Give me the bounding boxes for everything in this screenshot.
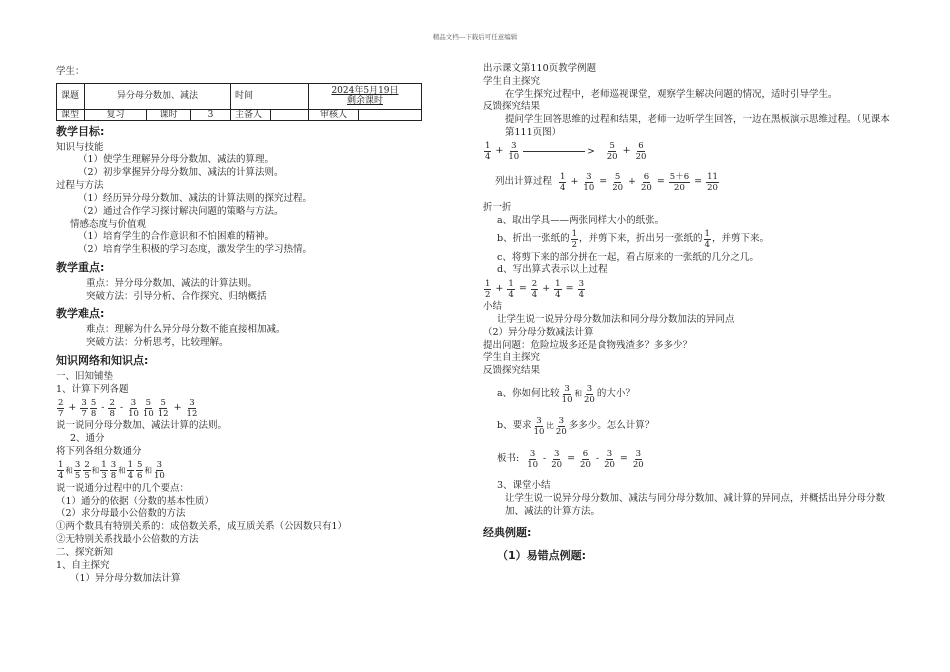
denominator: 10 — [508, 152, 520, 163]
denominator: 10 — [128, 408, 139, 419]
goal-line: （1）经历异分母分数加、减法的计算法则的探究过程。 — [78, 192, 313, 204]
inline-text: 和 — [91, 465, 100, 475]
cell-time-label: 时间 — [231, 83, 309, 109]
fraction — [531, 279, 538, 300]
fraction — [578, 279, 585, 300]
operator: = — [694, 176, 703, 188]
fraction — [606, 141, 619, 162]
cell-reviewer-label: 审核人 — [309, 109, 359, 120]
operator: = — [565, 282, 574, 294]
numerator: 3 — [553, 448, 560, 459]
fraction — [136, 460, 143, 481]
arrow-right-icon: > — [587, 146, 595, 157]
numerator: 3 — [564, 383, 570, 394]
denominator: 8 — [90, 408, 97, 419]
denominator: 20 — [555, 426, 567, 437]
feedback-label: 反馈探究结果 — [483, 101, 541, 113]
denominator: 2 — [571, 240, 578, 250]
inline-text: 和 — [118, 465, 126, 475]
operator: + — [495, 145, 504, 157]
goals-heading: 教学目标: — [56, 124, 105, 138]
header-note: 精品文档---下载后可任意编辑 — [432, 33, 518, 41]
fraction-pairs — [56, 459, 428, 483]
numerator: 3 — [511, 141, 517, 152]
class-summary-text: 让学生说一说异分母分数加、减法与同分母分数加、减计算的异同点，并概括出异分母分数加、减法的计算方法。 — [505, 492, 886, 517]
fraction — [57, 460, 64, 481]
numerator: 5 — [614, 172, 621, 183]
cell-preparer-value — [271, 109, 309, 120]
subsection-addition: （1）异分母分数加法计算 — [70, 572, 181, 584]
section-old-knowledge: 一、旧知铺垫 — [56, 370, 114, 382]
denominator: 2 — [485, 289, 491, 300]
conversion-diagram — [483, 140, 893, 164]
operator: + — [68, 401, 77, 413]
denominator: 10 — [153, 471, 165, 482]
operator: = — [619, 452, 628, 464]
fraction — [583, 384, 596, 405]
denominator: 3 — [101, 471, 107, 482]
goal-line: 过程与方法 — [56, 180, 104, 192]
inline-text: ，并剪下来，折出另一张纸的 — [579, 233, 703, 245]
inline-text: 和 — [65, 465, 73, 475]
fraction — [142, 398, 155, 419]
inline-text: a、你如何比较 — [497, 387, 560, 399]
subsection-self-explore: 1、自主探究 — [56, 559, 110, 571]
cell-preparer-label: 主备人 — [231, 109, 271, 120]
denominator: 20 — [606, 152, 618, 163]
fraction — [555, 416, 568, 437]
inline-text: 的大小？ — [596, 387, 635, 399]
calc-rule-prompt: 说一说同分母分数加、减法计算的法则。 — [56, 420, 228, 432]
fold-step-a: a、取出学具——两张同样大小的纸张。 — [497, 214, 665, 226]
key-points-heading: 教学重点: — [56, 260, 105, 274]
denominator: 4 — [578, 289, 584, 300]
fraction — [83, 460, 90, 481]
fraction — [484, 279, 491, 300]
numerator: 3 — [130, 397, 137, 408]
self-explore-label: 学生自主探究 — [483, 75, 541, 87]
denominator: 20 — [584, 394, 595, 405]
numerator: 6 — [582, 448, 589, 459]
fraction — [100, 460, 107, 481]
fraction — [157, 398, 170, 419]
denominator: 7 — [58, 408, 64, 419]
fraction — [186, 398, 199, 419]
denominator: 8 — [110, 471, 117, 482]
denominator: 5 — [84, 471, 90, 482]
numerator: 1 — [101, 460, 107, 471]
class-summary-title: 3、课堂小结 — [497, 480, 551, 491]
cell-time-value — [309, 83, 422, 109]
operator: - — [543, 452, 547, 464]
numerator: 3 — [558, 415, 565, 426]
numerator: 2 — [531, 278, 538, 289]
fraction — [110, 460, 117, 481]
fold-step-c: c、将剪下来的部分拼在一起，看占原来的一张纸的几分之几。 — [497, 251, 759, 263]
denominator: 20 — [604, 459, 615, 470]
fraction — [80, 398, 87, 419]
cell-hours-value: 3 — [191, 109, 231, 120]
fraction — [108, 398, 115, 419]
denominator: 4 — [531, 289, 538, 300]
fraction — [550, 449, 563, 470]
remaining-hours: 剩余课时 — [346, 96, 383, 107]
fraction — [526, 449, 539, 470]
numerator: 11 — [707, 172, 718, 183]
calc-process-label: 列出计算过程 — [495, 176, 553, 188]
fraction — [484, 141, 491, 162]
fraction — [57, 398, 64, 419]
denominator: 7 — [81, 408, 87, 419]
denominator: 10 — [142, 408, 154, 419]
numerator: 3 — [536, 415, 542, 426]
inline-text: 和 — [574, 388, 582, 398]
operator: = — [656, 176, 665, 188]
fraction — [507, 279, 514, 300]
numerator: 5 — [609, 141, 615, 152]
denominator: 4 — [485, 152, 491, 163]
operator: - — [595, 452, 600, 464]
numerator: 2 — [109, 397, 115, 408]
fraction — [706, 172, 719, 193]
teacher-observe: 在学生探究过程中，老师巡视课堂，观察学生解决问题的情况，适时引导学生。 — [505, 88, 838, 100]
numerator: 3 — [110, 460, 117, 471]
numerator: 3 — [578, 278, 584, 289]
operator: - — [119, 401, 124, 413]
knowledge-network-heading: 知识网络和知识点: — [56, 353, 149, 367]
numerator: 3 — [529, 448, 536, 459]
key-point-item: （1）通分的依据（分数的基本性质） — [56, 495, 215, 507]
denominator: 20 — [632, 459, 644, 470]
inline-text: ，并剪下来。 — [711, 233, 769, 245]
fraction — [90, 398, 97, 419]
denominator: 20 — [580, 459, 591, 470]
denominator: 4 — [704, 240, 710, 250]
numerator: 1 — [560, 172, 566, 183]
cell-type-value: 复习 — [85, 109, 147, 120]
common-denominator-instruction: 将下列各组分数通分 — [56, 446, 142, 457]
inline-text: 多多少。怎么计算？ — [568, 419, 655, 431]
fraction — [74, 460, 81, 481]
question-text: 提出问题：危险垃圾多还是食物残渣多？多多少？ — [483, 339, 693, 351]
denominator: 6 — [137, 471, 143, 482]
difficulty-line: 难点：理解为什么异分母分数不能直接相加减。 — [86, 324, 286, 336]
arrow-line — [523, 151, 585, 152]
denominator: 5 — [74, 471, 81, 482]
cell-topic-label: 课题 — [57, 83, 85, 109]
denominator: 4 — [127, 471, 134, 482]
numerator: 3 — [189, 397, 195, 408]
numerator: 1 — [508, 278, 514, 289]
numerator: 1 — [58, 460, 64, 471]
subsection-calc: 1、计算下列各题 — [56, 383, 129, 395]
denominator: 10 — [561, 394, 573, 405]
numerator: 1 — [127, 460, 134, 471]
numerator: 3 — [156, 460, 163, 471]
question-a — [483, 378, 893, 410]
denominator: 4 — [560, 183, 566, 194]
denominator: 10 — [527, 459, 539, 470]
denominator: 4 — [58, 471, 64, 482]
denominator: 4 — [508, 289, 514, 300]
self-explore-label-2: 学生自主探究 — [483, 352, 541, 364]
goal-line: （2）培育学生积极的学习态度，激发学生的学习热情。 — [78, 244, 313, 256]
denominator: 4 — [555, 289, 561, 300]
operator: + — [495, 282, 504, 294]
numerator: 6 — [643, 172, 650, 183]
fraction — [127, 398, 140, 419]
cell-hours-label: 课时 — [147, 109, 191, 120]
inline-text: 和 — [144, 465, 152, 475]
board-label: 板书: — [497, 452, 520, 464]
denominator: 12 — [186, 408, 198, 419]
fraction — [127, 460, 134, 481]
fraction — [561, 384, 574, 405]
numerator: 1 — [571, 229, 578, 239]
numerator: 5 — [90, 397, 97, 408]
denominator: 10 — [533, 426, 545, 437]
numerator: 5 — [137, 460, 143, 471]
fold-title: 折一折 — [483, 201, 512, 213]
fraction — [635, 141, 648, 162]
operator: + — [570, 176, 579, 188]
operator: = — [599, 176, 608, 188]
difficulty-heading: 教学难点: — [56, 307, 105, 321]
denominator: 20 — [612, 183, 624, 194]
goal-line: （1）使学生理解异分母分数加、减法的算理。 — [78, 154, 275, 166]
numerator: 5 — [145, 397, 152, 408]
right-column — [483, 63, 893, 566]
denominator: 20 — [707, 183, 718, 194]
numerator: 1 — [485, 141, 491, 152]
error-prone-examples-heading: （1）易错点例题: — [497, 549, 587, 563]
denominator: 20 — [641, 183, 652, 194]
goal-line: 知识与技能 — [56, 141, 104, 153]
numerator: 2 — [84, 460, 90, 471]
student-label: 学生： — [56, 66, 85, 77]
summary-label: 小结 — [483, 301, 503, 313]
numerator: 1 — [555, 278, 561, 289]
key-point-item: ②无特别关系找最小公倍数的方法 — [56, 534, 199, 546]
fold-step-b — [483, 228, 893, 252]
summary-text: 让学生说一说异分母分数加法和同分母分数加法的异同点 — [497, 313, 735, 325]
inline-text: 比 — [546, 420, 554, 430]
operator: = — [567, 452, 576, 464]
goal-line: （2）通过合作学习探讨解决问题的策略与方法。 — [78, 205, 284, 217]
fraction — [533, 416, 546, 437]
key-point-item: （2）求分母最小公倍数的方法 — [56, 508, 186, 520]
fraction — [507, 141, 520, 162]
fraction — [582, 172, 595, 193]
key-points-prompt: 说一说通分过程中的几个要点： — [56, 482, 190, 494]
cell-reviewer-value — [359, 109, 422, 120]
operator: = — [518, 282, 527, 294]
fold-equation — [483, 277, 893, 301]
numerator: 6 — [638, 141, 644, 152]
operator: + — [542, 282, 551, 294]
fraction — [571, 229, 578, 250]
numerator: 1 — [704, 229, 710, 239]
numerator: 5＋6 — [669, 172, 690, 183]
fraction — [640, 172, 653, 193]
denominator: 20 — [551, 459, 563, 470]
classic-examples-heading: 经典例题: — [483, 526, 532, 540]
fraction — [153, 460, 166, 481]
operator: + — [622, 145, 631, 157]
goal-line: （2）初步掌握异分母分数加、减法的计算法则。 — [78, 167, 284, 179]
feedback-description: 提问学生回答思维的过程和结果，老师一边听学生回答，一边在黑板演示思维过程。（见课本第111页图） — [505, 114, 890, 139]
denominator: 10 — [583, 183, 595, 194]
subsection-subtraction: （2）异分母分数减法计算 — [483, 326, 594, 338]
feedback-label-2: 反馈探究结果 — [483, 365, 541, 377]
fraction — [559, 172, 566, 193]
left-column — [56, 66, 428, 585]
denominator: 8 — [109, 408, 115, 419]
key-point-item: ①两个数具有特别关系的：成倍数关系，成互质关系（公因数只有1） — [56, 521, 348, 533]
key-point-line: 重点：异分母分数加、减法的计算法则。 — [86, 277, 258, 289]
numerator: 3 — [74, 460, 81, 471]
calc-process — [483, 164, 893, 202]
fold-step-d: d、写出算式表示以上过程 — [497, 264, 608, 276]
numerator: 3 — [635, 448, 642, 459]
operator: + — [628, 176, 636, 188]
numerator: 3 — [606, 448, 613, 459]
numerator: 5 — [160, 397, 166, 408]
fraction — [632, 449, 645, 470]
goal-line: （1）培育学生的合作意识和不怕困难的精神。 — [78, 231, 275, 243]
board-writing — [483, 442, 893, 476]
denominator: 20 — [635, 152, 647, 163]
fraction — [579, 449, 592, 470]
goal-line: 情感态度与价值观 — [70, 218, 147, 230]
denominator: 12 — [157, 408, 169, 419]
operator: + — [173, 401, 182, 413]
denominator: 20 — [674, 183, 685, 194]
fraction — [554, 279, 561, 300]
inline-text: b、折出一张纸的 — [497, 233, 570, 245]
numerator: 3 — [81, 397, 87, 408]
key-point-line: 突破方法：引导分析、合作探究、归纳概括 — [86, 290, 267, 302]
lesson-date: 2024年5月19日 — [331, 86, 399, 97]
cell-type-label: 课型 — [57, 109, 85, 120]
fraction — [603, 449, 616, 470]
cell-topic-value: 异分母分数加、减法 — [85, 83, 231, 109]
lesson-info-table — [56, 83, 422, 121]
section-new-knowledge: 二、探究新知 — [56, 546, 114, 558]
numerator: 3 — [586, 383, 593, 394]
fraction — [611, 172, 624, 193]
fraction — [704, 229, 711, 250]
numerator: 1 — [485, 278, 491, 289]
difficulty-line: 突破方法：分析思考，比较理解。 — [86, 337, 229, 349]
fraction — [669, 172, 690, 193]
question-b — [483, 410, 893, 442]
calc-exercises — [56, 396, 428, 420]
example-intro: 出示课文第110页教学例题 — [483, 63, 597, 74]
inline-text: b、要求 — [497, 419, 532, 431]
operator: - — [101, 401, 105, 413]
numerator: 3 — [586, 172, 592, 183]
numerator: 2 — [58, 397, 64, 408]
subsection-common-denominator: 2、通分 — [70, 433, 105, 445]
